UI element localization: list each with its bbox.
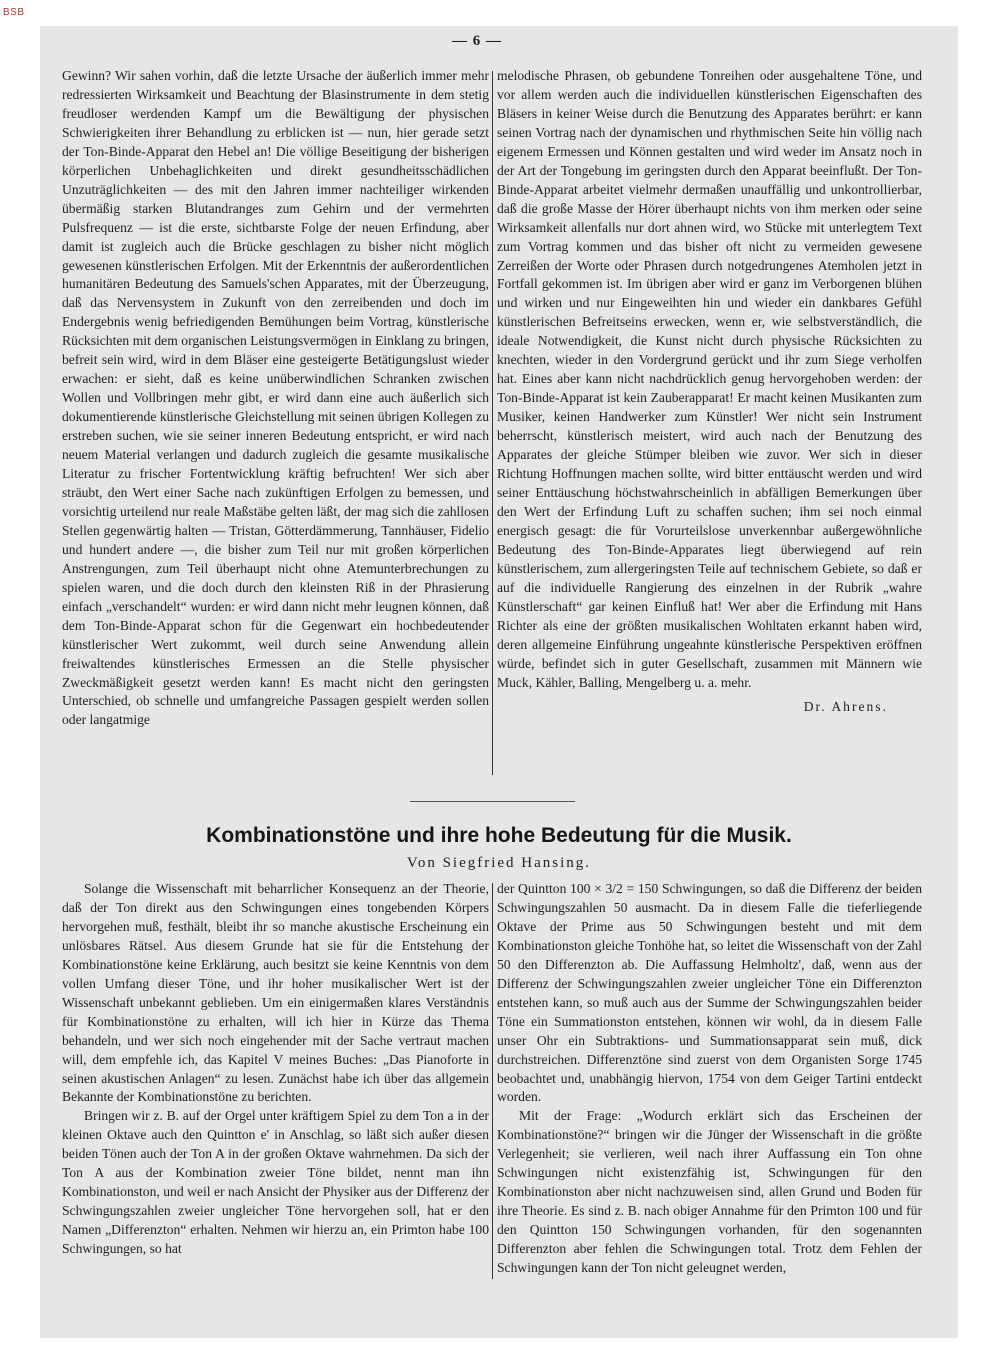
article-paragraph: der Quintton 100 × 3/2 = 150 Schwingungen, so daß die Differenz der beiden Schwingungszahlen 50 ausmacht. Da in diesem Falle die tieferliegende Oktave der Prime aus 50 Schwingungen besteht und mit dem Kombinationston gleiche Tonhöhe hat, so leitet die Wissenschaft von der Zahl 50 den Differenzton ab. Die Auffassung Helmholtz', daß, wenn aus der Differenz der Schwingungszahlen zweier ungleicher Töne ein Differenzton entstehen kann, so muß auch aus der Summe der Schwingungszahlen beider Töne ein Summationston entstehen, können wir wohl, da in diesem Falle unser Ohr ein Subtraktions- und Summationsapparat sein muß, dick durchstreichen. Differenztöne sind zuerst von dem Organisten Sorge 1745 beobachtet und, unabhängig hiervon, 1754 von dem Geiger Tartini entdeckt worden. (497, 881, 922, 1105)
library-stamp: BSB (3, 7, 25, 18)
article-separator (410, 801, 575, 802)
article-paragraph: Bringen wir z. B. auf der Orgel unter kräftigem Spiel zu dem Ton a in der kleinen Oktave auch den Quintton e' in Anschlag, so läßt sich außer diesen beiden Tönen auch der Ton A in der großen Oktave wahrnehmen. Da sich der Ton A aus der Kombination zweier Töne bildet, nennt man ihn Kombinationston, und weil er nach Ansicht der Physiker aus der Differenz der Schwingungszahlen zweier ungleicher Töne hervorgehen soll, hat er den Namen „Differenzton“ erhalten. Nehmen wir hierzu an, ein Primton habe 100 Schwingungen, so hat (62, 1108, 489, 1257)
article-paragraph: Solange die Wissenschaft mit beharrlicher Konsequenz an der Theorie, daß der Ton direkt aus den Schwingungen eines tongebenden Körpers hervorgehen muß, festhält, bleibt ihr so manche akustische Erscheinung ein unlösbares Rätsel. Aus diesem Grunde hat sie für die Entstehung der Kombinationstöne keine Erklärung, auch besitzt sie keine Kenntnis von dem vollen Umfang dieser Töne, und ihr hoher musikalischer Wert ist der Wissenschaft unbekannt geblieben. Um ein einigermaßen klares Verständnis für Kombinationstöne zu erhalten, will ich hier in Kürze das Thema behandeln, und wer sich noch eingehender mit der Sache vertraut machen will, dem empfehle ich, das Kapitel V meines Buches: „Das Pianoforte in seinen akustischen Anlagen“ zu lesen. Zunächst habe ich über das allgemein Bekannte der Kombinationstöne zu berichten. (62, 881, 489, 1105)
article-paragraph: Mit der Frage: „Wodurch erklärt sich das Erscheinen der Kombinationstöne?“ bringen wir die Jünger der Wissenschaft in die größte Verlegenheit; sie verlieren, weil nach ihrer Auffassung ein Ton ohne Schwingungen nicht existenzfähig ist, Schwingungen für den Kombinationston aber nicht nachzuweisen sind, allen Grund und Boden für ihre Theorie. Es sind z. B. nach obiger Annahme für den Primton 100 und für den Quintton 150 Schwingungen vorhanden, für den sogenannten Differenzton aber fehlen die Schwingungen total. Trotz dem Fehlen der Schwingungen kann der Ton nicht geleugnet werden, (497, 1108, 922, 1276)
article-right-column (497, 880, 922, 1278)
author-signature: Dr. Ahrens. (803, 699, 888, 715)
previous-article-left-text: Gewinn? Wir sahen vorhin, daß die letzte Ursache der äußerlich immer mehr redressierten Wirksamkeit und Beachtung der Blasinstrumente in dem stetig freudloser werdenden Kampf um die Bewältigung der physischen Schwierigkeiten ihrer Behandlung zu erblicken ist — nun, hier gerade setzt der Ton-Binde-Apparat den Hebel an! Die völlige Beseitigung der bisherigen körperlichen Unbehaglichkeiten und direkt gesundheitsschädlichen Unzuträglichkeiten — des mit den Jahren immer nachteiliger wirkenden übermäßig starken Blutandranges zum Gehirn und der vermehrten Pulsfrequenz — ist die erste, sichtbarste Folge der neuen Erfindung, aber damit ist zugleich auch die Brücke geschlagen zu bisher nicht möglich gewesenen künstlerischen Erfolgen. Mit der Erkenntnis der außerordentlichen humanitären Bedeutung des Samuels'schen Apparates, mit der Überzeugung, daß das Nervensystem in Zukunft von den zerreibenden und doch im Endergebnis wenig befriedigenden Bemühungen beim Vortrag, künstlerische Rücksichten mit dem organischen Leistungsvermögen in Einklang zu bringen, befreit sein wird, wird in dem Bläser eine gesteigerte Betätigungslust wieder erwachen: er sieht, daß es keine unüberwindlichen Schranken zwischen Wollen und Vollbringen mehr gibt, er wird dann eine auch äußerlich sich dokumentierende künstlerische Gleichstellung mit seinen übrigen Kollegen zu erstreben suchen, wie sie seiner inneren Bedeutung entspricht, er wird nach neuem Material verlangen und dadurch zugleich die gesamte musikalische Literatur zu frischer Fortentwicklung kräftig befruchten! Wer sich aber sträubt, den Wert einer Sache nach zukünftigen Erfolgen zu bemessen, und vorsichtig urteilend nur reale Maßstäbe gelten läßt, der mag sich die zahllosen Stellen gegenwärtig halten — Tristan, Götterdämmerung, Tannhäuser, Fidelio und hundert andere —, die bisher zum Teil nur mit großen körperlichen Anstrengungen, zum Teil überhaupt nicht ohne Atemunterbrechungen zu spielen waren, und die doch durch den kleinsten Riß in der Phrasierung einfach „verschandelt“ wurden: er wird dann nicht mehr leugnen können, daß dem Ton-Binde-Apparat schon für die Gegenwart ein hochbedeutender künstlerischer Wert zukommt, weil durch seine Anwendung allein freiwaltendes künstlerisches Ermessen an die Stelle physischer Zweckmäßigkeit gesetzt werden kann! Es macht nicht den geringsten Unterschied, ob schnelle und umfangreiche Passagen gespielt werden sollen oder langatmige (62, 68, 489, 728)
scanned-page (40, 26, 958, 1338)
article-left-column (62, 880, 489, 1259)
previous-article-right-text: melodische Phrasen, ob gebundene Tonreihen oder ausgehaltene Töne, und vor allem werden auch die individuellen künstlerischen Eigenschaften des Bläsers in keiner Weise durch die Benutzung des Apparates berührt: er kann seinen Vortrag nach der dynamischen und rhythmischen Seite hin völlig nach eigenem Ermessen und Können gestalten und wird weder im Ansatz noch in der Art der Tongebung im geringsten durch den Apparat beeinflußt. Der Ton-Binde-Apparat arbeitet vielmehr dermaßen unauffällig und unkontrollierbar, daß die große Masse der Hörer überhaupt nichts von ihm merken oder seine Wirksamkeit allenfalls nur dort ahnen wird, wo Stücke mit unterlegtem Text zum Vortrag kommen und das bisher oft nicht zu vermeiden gewesene Zerreißen der Worte oder Phrasen durch notgedrungenes Atemholen jetzt in Fortfall gekommen ist. Im übrigen aber wird er ganz im Verborgenen blühen und wirken und nur Eingeweihten hin und wieder ein dankbares Gefühl künstlerischen Befreitseins erwecken, wenn er, wie selbstverständlich, die ideale Notwendigkeit, die Kunst nicht durch physische Rücksichten zu knechten, wieder in den Vordergrund gerückt und ihr zum Siege verholfen hat. Eines aber kann nicht nachdrücklich genug hervorgehoben werden: der Ton-Binde-Apparat ist kein Zauberapparat! Er macht keinen Musikanten zum Musiker, keinen Handwerker zum Künstler! Wer nicht sein Instrument beherrscht, künstlerisch meistert, wird auch nach der Benutzung des Apparates der gleiche Stümper bleiben wie zuvor. Wer sich in dieser Richtung Hoffnungen machen sollte, wird bitter enttäuscht werden und wird seiner Enttäuschung höchstwahrscheinlich in abfälligen Bemerkungen über den Wert der Erfindung Luft zu schaffen suchen; ihm sei noch einmal energisch gesagt: die für Vorurteilslose unverkennbar außergewöhnliche Bedeutung des Ton-Binde-Apparates liegt überwiegend auf rein künstlerischem, zum allergeringsten Teile auf technischem Gebiete, so daß er auf die individuelle Rangierung des einzelnen in der Rubrik „wahre Künstlerschaft“ gar keinen Einfluß hat! Wer aber die Erfindung mit Hans Richter als eine der größten musikalischen Wohltaten erkannt haben wird, deren allgemeine Einführung ungeahnte künstlerische Perspektiven eröffnen würde, befindet sich in guter Gesellschaft, zusammen mit Männern wie Muck, Kähler, Balling, Mengelberg u. a. mehr. (497, 68, 922, 690)
article-byline: Von Siegfried Hansing. (406, 855, 592, 871)
article-title: Kombinationstöne und ihre hohe Bedeutung für die Musik. (206, 824, 792, 847)
previous-article-right-column (497, 67, 922, 717)
column-divider-top (492, 71, 493, 775)
previous-article-left-column (62, 67, 489, 730)
column-divider-bottom (492, 883, 493, 1279)
page-number: — 6 — (452, 33, 502, 49)
